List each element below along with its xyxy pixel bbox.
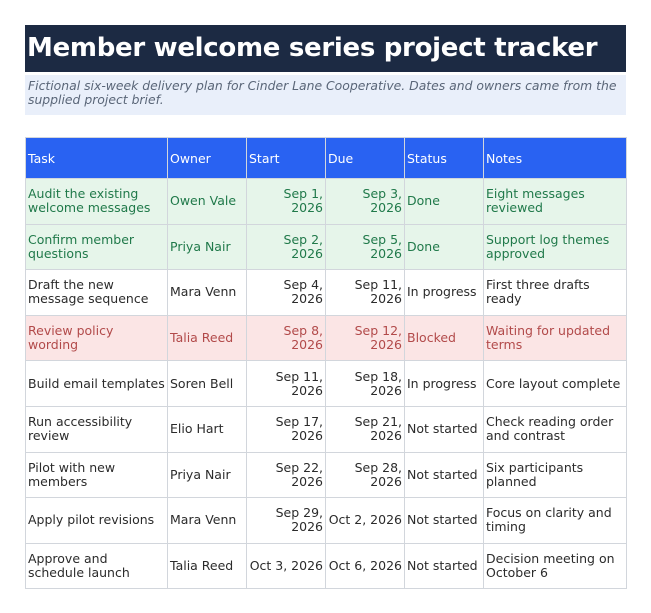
due-cell: Oct 6, 2026 (326, 543, 405, 589)
owner-cell: Mara Venn (168, 270, 247, 316)
status-cell: Done (405, 179, 484, 225)
owner-cell: Elio Hart (168, 406, 247, 452)
notes-cell: Waiting for updated terms (484, 315, 627, 361)
owner-cell: Mara Venn (168, 498, 247, 544)
start-cell: Sep 17, 2026 (247, 406, 326, 452)
notes-cell: First three drafts ready (484, 270, 627, 316)
table-body (26, 179, 627, 589)
owner-cell: Priya Nair (168, 452, 247, 498)
status-cell: Not started (405, 452, 484, 498)
task-cell: Confirm member questions (26, 224, 168, 270)
column-header-status: Status (405, 138, 484, 179)
header-row (26, 138, 627, 179)
status-cell: Done (405, 224, 484, 270)
column-header-owner: Owner (168, 138, 247, 179)
task-cell: Pilot with new members (26, 452, 168, 498)
status-cell: Not started (405, 498, 484, 544)
table-row (26, 270, 627, 316)
task-cell: Approve and schedule launch (26, 543, 168, 589)
due-cell: Sep 11, 2026 (326, 270, 405, 316)
owner-cell: Owen Vale (168, 179, 247, 225)
due-cell: Sep 12, 2026 (326, 315, 405, 361)
due-cell: Sep 18, 2026 (326, 361, 405, 407)
column-header-start: Start (247, 138, 326, 179)
status-cell: Blocked (405, 315, 484, 361)
task-cell: Review policy wording (26, 315, 168, 361)
start-cell: Sep 11, 2026 (247, 361, 326, 407)
notes-cell: Focus on clarity and timing (484, 498, 627, 544)
page-subtitle: Fictional six-week delivery plan for Cinder Lane Cooperative. Dates and owners came from the supplied project brief. (25, 75, 626, 115)
owner-cell: Soren Bell (168, 361, 247, 407)
notes-cell: Six participants planned (484, 452, 627, 498)
column-header-notes: Notes (484, 138, 627, 179)
start-cell: Sep 29, 2026 (247, 498, 326, 544)
table-row (26, 406, 627, 452)
start-cell: Sep 22, 2026 (247, 452, 326, 498)
status-cell: Not started (405, 406, 484, 452)
table-row (26, 224, 627, 270)
table-row (26, 179, 627, 225)
notes-cell: Decision meeting on October 6 (484, 543, 627, 589)
table-row (26, 361, 627, 407)
table-row (26, 543, 627, 589)
column-header-due: Due (326, 138, 405, 179)
due-cell: Sep 21, 2026 (326, 406, 405, 452)
notes-cell: Check reading order and contrast (484, 406, 627, 452)
task-cell: Run accessibility review (26, 406, 168, 452)
start-cell: Sep 1, 2026 (247, 179, 326, 225)
task-cell: Build email templates (26, 361, 168, 407)
start-cell: Oct 3, 2026 (247, 543, 326, 589)
table-row (26, 452, 627, 498)
notes-cell: Core layout complete (484, 361, 627, 407)
due-cell: Oct 2, 2026 (326, 498, 405, 544)
task-cell: Audit the existing welcome messages (26, 179, 168, 225)
start-cell: Sep 2, 2026 (247, 224, 326, 270)
task-cell: Apply pilot revisions (26, 498, 168, 544)
notes-cell: Support log themes approved (484, 224, 627, 270)
due-cell: Sep 28, 2026 (326, 452, 405, 498)
status-cell: In progress (405, 270, 484, 316)
column-header-task: Task (26, 138, 168, 179)
page-title: Member welcome series project tracker (27, 33, 598, 63)
tracker-table (25, 137, 627, 589)
start-cell: Sep 8, 2026 (247, 315, 326, 361)
owner-cell: Talia Reed (168, 315, 247, 361)
notes-cell: Eight messages reviewed (484, 179, 627, 225)
owner-cell: Priya Nair (168, 224, 247, 270)
due-cell: Sep 5, 2026 (326, 224, 405, 270)
task-cell: Draft the new message sequence (26, 270, 168, 316)
due-cell: Sep 3, 2026 (326, 179, 405, 225)
status-cell: Not started (405, 543, 484, 589)
table-row (26, 498, 627, 544)
table-row (26, 315, 627, 361)
owner-cell: Talia Reed (168, 543, 247, 589)
title-bar (25, 25, 626, 72)
status-cell: In progress (405, 361, 484, 407)
start-cell: Sep 4, 2026 (247, 270, 326, 316)
